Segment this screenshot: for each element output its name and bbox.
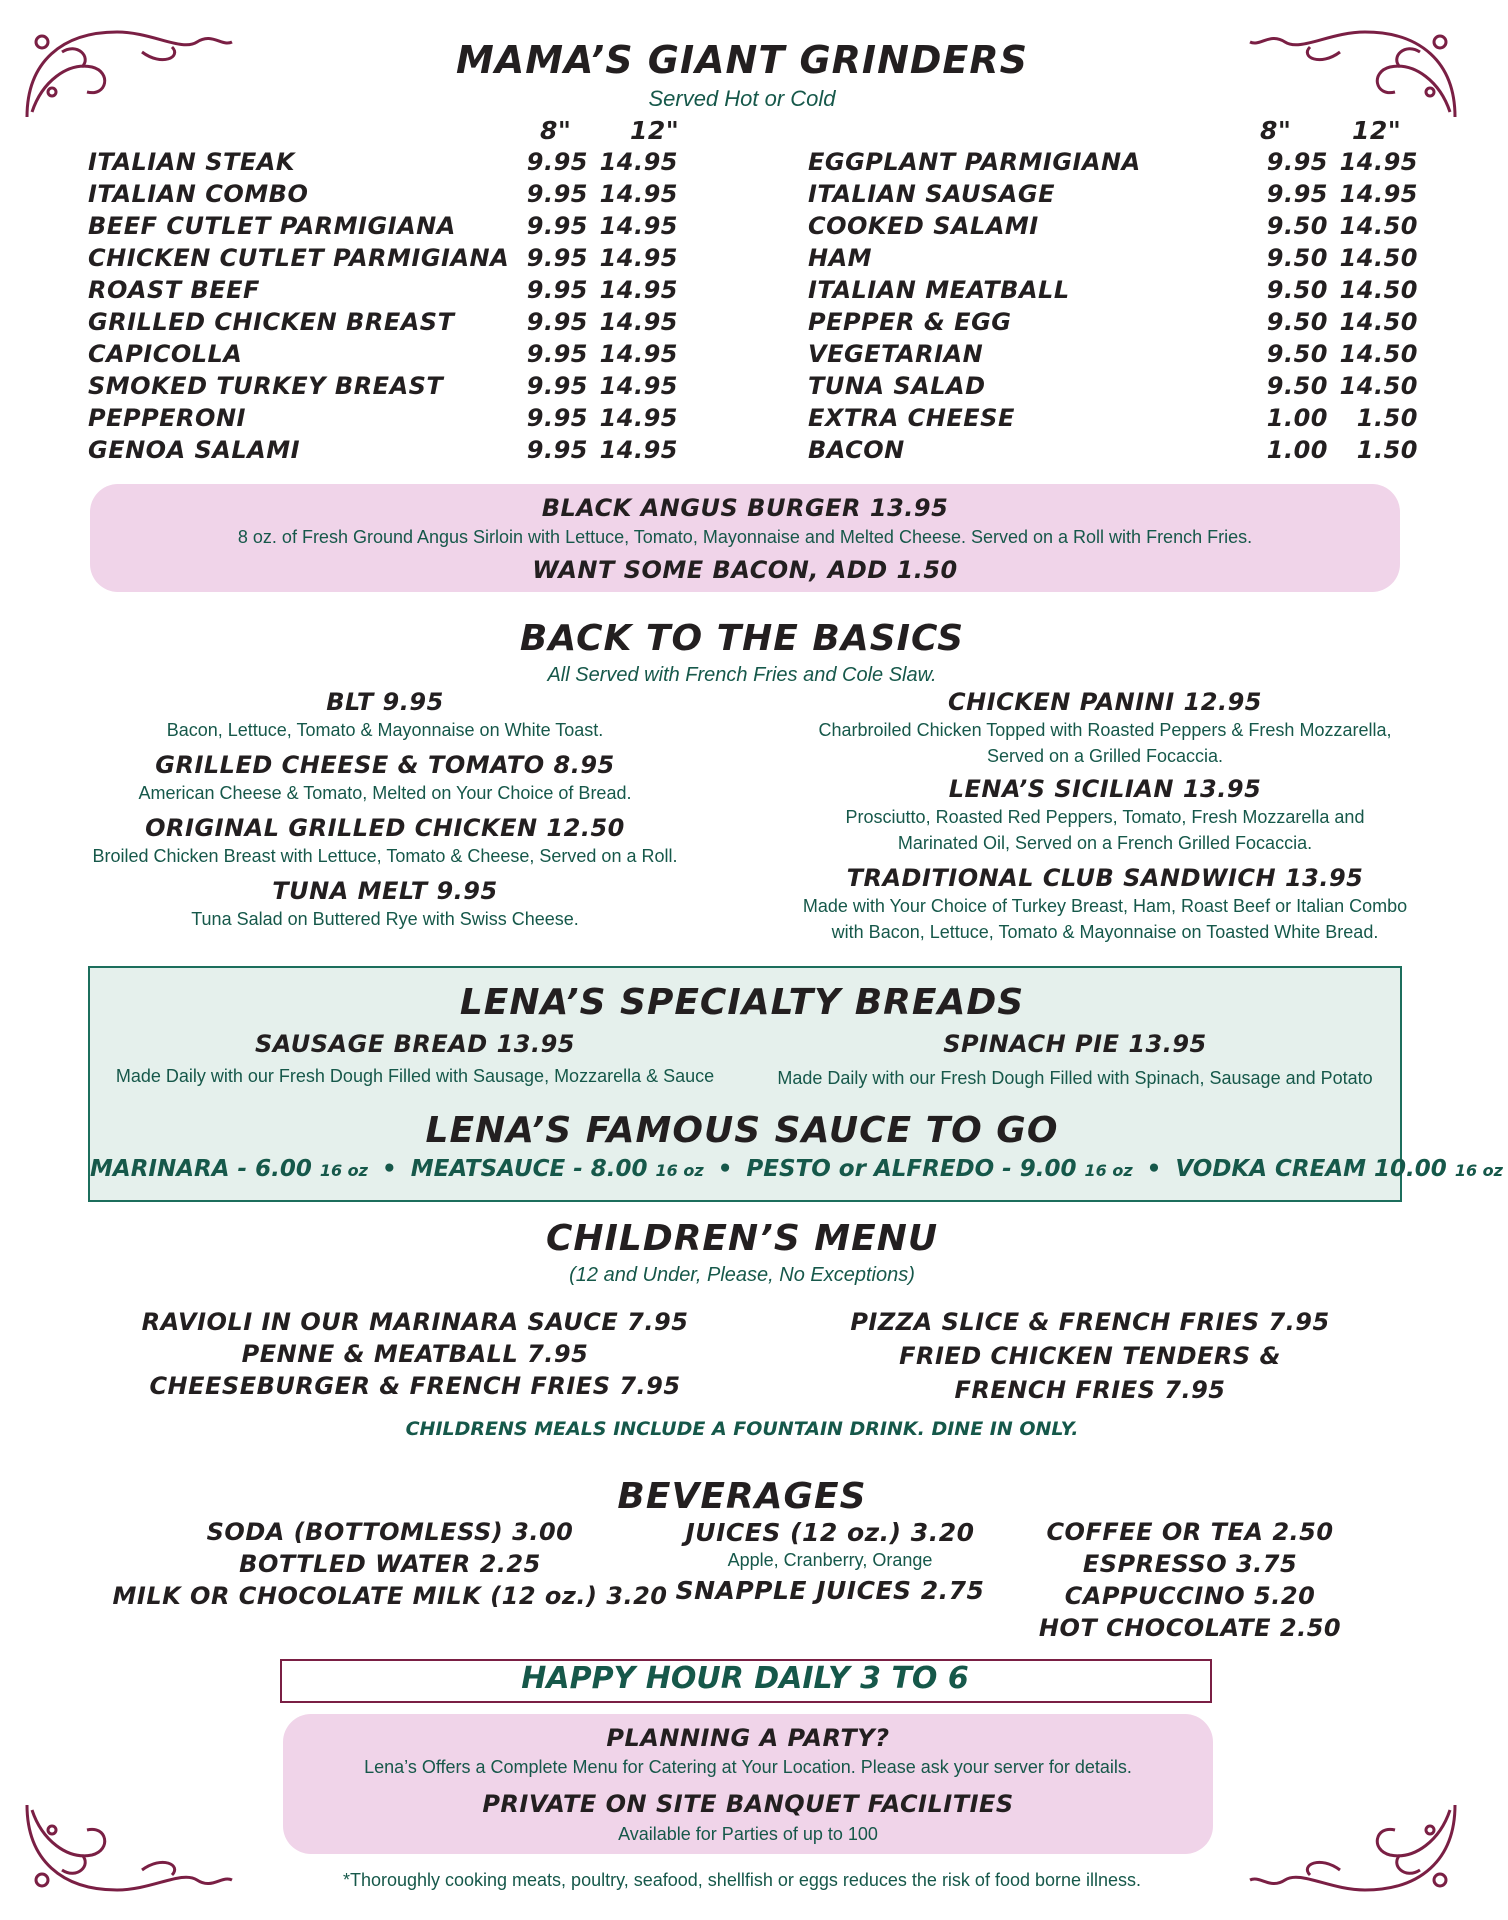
footnote: *Thoroughly cooking meats, poultry, seafood, shellfish or eggs reduces the risk of food borne illness.	[342, 1870, 1142, 1890]
grinder-price-12: 14.50	[1339, 340, 1418, 368]
grinder-price-12: 14.95	[599, 436, 678, 464]
grinder-price-12: 1.50	[1356, 404, 1418, 432]
grinder-row	[808, 436, 1508, 468]
grinder-price-8: 9.95	[1266, 148, 1328, 176]
grinder-row	[88, 404, 788, 436]
burger-desc: 8 oz. of Fresh Ground Angus Sirloin with Lettuce, Tomato, Mayonnaise and Melted Cheese. Served on a Roll with French Fries.	[237, 527, 1253, 547]
size-header-8-left: 8"	[540, 116, 572, 145]
sauce-title: LENA’S FAMOUS SAUCE TO GO	[425, 1110, 1059, 1151]
spinach-pie-desc: Made Daily with our Fresh Dough Filled with Spinach, Sausage and Potato	[777, 1068, 1373, 1088]
grinder-price-8: 9.95	[526, 436, 588, 464]
basics-item-desc: with Bacon, Lettuce, Tomato & Mayonnaise on Toasted White Bread.	[831, 922, 1379, 942]
grinder-price-12: 14.95	[599, 404, 678, 432]
grinder-price-12: 14.50	[1339, 308, 1418, 336]
children-item: FRIED CHICKEN TENDERS &	[899, 1342, 1281, 1370]
basics-item-desc: Tuna Salad on Buttered Rye with Swiss Cheese.	[191, 909, 579, 929]
grinder-price-8: 9.95	[1266, 180, 1328, 208]
grinder-name: EGGPLANT PARMIGIANA	[808, 148, 1141, 176]
beverage-item: SODA (BOTTOMLESS) 3.00	[206, 1518, 574, 1546]
grinder-name: CHICKEN CUTLET PARMIGIANA	[88, 244, 510, 272]
grinder-price-8: 9.95	[526, 148, 588, 176]
grinder-price-8: 9.95	[526, 372, 588, 400]
grinder-name: ITALIAN COMBO	[88, 180, 309, 208]
children-title: CHILDREN’S MENU	[545, 1218, 939, 1259]
size-header-8-right: 8"	[1260, 116, 1292, 145]
children-item: PIZZA SLICE & FRENCH FRIES 7.95	[850, 1308, 1330, 1336]
grinder-name: BEEF CUTLET PARMIGIANA	[88, 212, 456, 240]
beverage-item: COFFEE OR TEA 2.50	[1046, 1518, 1334, 1546]
children-item: CHEESEBURGER & FRENCH FRIES 7.95	[149, 1372, 681, 1400]
juices-desc: Apple, Cranberry, Orange	[727, 1550, 933, 1570]
grinder-row	[88, 276, 788, 308]
grinder-row	[88, 148, 788, 180]
grinder-price-8: 9.50	[1266, 212, 1328, 240]
breads-title: LENA’S SPECIALTY BREADS	[459, 982, 1025, 1023]
grinder-name: PEPPERONI	[88, 404, 246, 432]
grinder-name: ROAST BEEF	[88, 276, 260, 304]
grinder-price-8: 9.95	[526, 404, 588, 432]
children-item: PENNE & MEATBALL 7.95	[241, 1340, 589, 1368]
grinder-price-12: 14.95	[599, 276, 678, 304]
grinder-row	[808, 372, 1508, 404]
basics-item-desc: Charbroiled Chicken Topped with Roasted Peppers & Fresh Mozzarella,	[818, 720, 1392, 740]
bullet: •	[1146, 1156, 1162, 1182]
grinder-name: SMOKED TURKEY BREAST	[88, 372, 444, 400]
grinder-name: ITALIAN STEAK	[88, 148, 295, 176]
grinder-price-8: 1.00	[1266, 436, 1328, 464]
grinder-row	[88, 308, 788, 340]
basics-item-name: LENA’S SICILIAN 13.95	[948, 775, 1262, 803]
grinder-price-8: 9.95	[526, 308, 588, 336]
children-item: RAVIOLI IN OUR MARINARA SAUCE 7.95	[141, 1308, 689, 1336]
grinder-price-12: 14.95	[599, 244, 678, 272]
children-item: FRENCH FRIES 7.95	[954, 1376, 1226, 1404]
basics-item-desc: Bacon, Lettuce, Tomato & Mayonnaise on White Toast.	[166, 720, 604, 740]
grinder-name: GENOA SALAMI	[88, 436, 301, 464]
grinder-price-12: 14.50	[1339, 212, 1418, 240]
grinder-row	[88, 372, 788, 404]
basics-item-name: GRILLED CHEESE & TOMATO 8.95	[155, 751, 615, 779]
basics-item-name: TUNA MELT 9.95	[272, 877, 498, 905]
grinder-price-12: 14.95	[599, 372, 678, 400]
grinder-row	[88, 340, 788, 372]
grinder-row	[808, 212, 1508, 244]
grinder-price-8: 9.50	[1266, 372, 1328, 400]
sauce-marinara: MARINARA - 6.00 16 oz	[90, 1156, 368, 1182]
grinder-price-12: 14.95	[599, 340, 678, 368]
beverage-item: HOT CHOCOLATE 2.50	[1038, 1614, 1342, 1642]
grinders-title: MAMA’S GIANT GRINDERS	[456, 38, 1028, 82]
grinder-row	[88, 244, 788, 276]
beverage-item: MILK OR CHOCOLATE MILK (12 oz.) 3.20	[112, 1582, 668, 1610]
grinder-row	[808, 180, 1508, 212]
grinder-name: BACON	[808, 436, 905, 464]
grinder-price-12: 14.95	[599, 148, 678, 176]
bullet: •	[382, 1156, 397, 1182]
grinder-price-8: 9.95	[526, 276, 588, 304]
grinder-name: CAPICOLLA	[88, 340, 243, 368]
grinder-price-8: 9.50	[1266, 244, 1328, 272]
sauce-list	[90, 1156, 1503, 1182]
basics-title: BACK TO THE BASICS	[519, 618, 965, 659]
grinder-name: TUNA SALAD	[808, 372, 986, 400]
grinder-name: VEGETARIAN	[808, 340, 984, 368]
basics-subtitle: All Served with French Fries and Cole Slaw.	[547, 664, 937, 686]
size-header-12-right: 12"	[1352, 116, 1402, 145]
beverage-item: CAPPUCCINO 5.20	[1064, 1582, 1316, 1610]
spinach-pie-name: SPINACH PIE 13.95	[943, 1030, 1207, 1058]
sausage-bread-desc: Made Daily with our Fresh Dough Filled with Sausage, Mozzarella & Sauce	[115, 1066, 715, 1086]
basics-item-name: TRADITIONAL CLUB SANDWICH 13.95	[846, 864, 1364, 892]
grinder-price-12: 14.95	[599, 212, 678, 240]
banquet-title: PRIVATE ON SITE BANQUET FACILITIES	[482, 1790, 1014, 1818]
grinder-price-12: 14.95	[1339, 148, 1418, 176]
grinder-price-8: 9.50	[1266, 276, 1328, 304]
sauce-meatsauce: MEATSAUCE - 8.00 16 oz	[410, 1156, 704, 1182]
grinder-price-12: 14.95	[599, 308, 678, 336]
grinder-price-12: 14.95	[1339, 180, 1418, 208]
grinder-price-12: 14.50	[1339, 276, 1418, 304]
grinder-name: HAM	[808, 244, 873, 272]
bullet: •	[717, 1156, 733, 1182]
grinder-price-8: 9.50	[1266, 340, 1328, 368]
beverage-item: ESPRESSO 3.75	[1082, 1550, 1298, 1578]
grinder-row	[808, 244, 1508, 276]
party-desc: Lena’s Offers a Complete Menu for Catering at Your Location. Please ask your server for details.	[364, 1757, 1132, 1777]
grinder-price-8: 9.50	[1266, 308, 1328, 336]
grinder-price-8: 9.95	[526, 244, 588, 272]
sauce-vodka-cream: VODKA CREAM 10.00 16 oz	[1175, 1156, 1503, 1182]
grinder-row	[808, 276, 1508, 308]
grinder-price-8: 9.95	[526, 212, 588, 240]
grinder-row	[88, 180, 788, 212]
grinder-row	[808, 340, 1508, 372]
basics-item-desc: Served on a Grilled Focaccia.	[986, 746, 1224, 766]
grinder-name: PEPPER & EGG	[808, 308, 1012, 336]
grinder-name: COOKED SALAMI	[808, 212, 1039, 240]
grinder-name: ITALIAN SAUSAGE	[808, 180, 1055, 208]
grinder-name: GRILLED CHICKEN BREAST	[88, 308, 455, 336]
banquet-desc: Available for Parties of up to 100	[618, 1824, 878, 1844]
grinder-price-8: 9.95	[526, 340, 588, 368]
happy-hour-text: HAPPY HOUR DAILY 3 TO 6	[521, 1661, 969, 1696]
grinder-price-12: 14.50	[1339, 372, 1418, 400]
basics-item-desc: Marinated Oil, Served on a French Grilled Focaccia.	[897, 833, 1313, 853]
size-header-12-left: 12"	[630, 116, 680, 145]
basics-item-desc: Prosciutto, Roasted Red Peppers, Tomato, Fresh Mozzarella and	[845, 807, 1365, 827]
grinder-row	[808, 404, 1508, 436]
sauce-pesto-alfredo: PESTO or ALFREDO - 9.00 16 oz	[746, 1156, 1133, 1182]
beverage-item: BOTTLED WATER 2.25	[239, 1550, 541, 1578]
basics-item-desc: American Cheese & Tomato, Melted on Your Choice of Bread.	[138, 783, 632, 803]
basics-item-name: ORIGINAL GRILLED CHICKEN 12.50	[145, 814, 625, 842]
grinder-price-12: 14.50	[1339, 244, 1418, 272]
children-subtitle: (12 and Under, Please, No Exceptions)	[569, 1264, 915, 1286]
grinder-row	[88, 436, 788, 468]
snapple-item: SNAPPLE JUICES 2.75	[675, 1576, 985, 1605]
basics-item-name: BLT 9.95	[326, 688, 444, 716]
children-note: CHILDRENS MEALS INCLUDE A FOUNTAIN DRINK. DINE IN ONLY.	[405, 1418, 1079, 1440]
juices-item: JUICES (12 oz.) 3.20	[685, 1518, 975, 1547]
grinder-price-12: 14.95	[599, 180, 678, 208]
grinder-row	[808, 148, 1508, 180]
burger-addon: WANT SOME BACON, ADD 1.50	[532, 556, 958, 584]
grinders-subtitle: Served Hot or Cold	[648, 86, 836, 111]
sausage-bread-name: SAUSAGE BREAD 13.95	[254, 1030, 575, 1058]
grinder-name: ITALIAN MEATBALL	[808, 276, 1070, 304]
grinder-price-8: 9.95	[526, 180, 588, 208]
burger-title: BLACK ANGUS BURGER 13.95	[541, 494, 949, 522]
grinder-price-8: 1.00	[1266, 404, 1328, 432]
basics-item-name: CHICKEN PANINI 12.95	[948, 688, 1262, 716]
grinder-row	[88, 212, 788, 244]
grinder-row	[808, 308, 1508, 340]
grinder-name: EXTRA CHEESE	[808, 404, 1015, 432]
grinder-price-12: 1.50	[1356, 436, 1418, 464]
party-title: PLANNING A PARTY?	[606, 1724, 890, 1752]
beverages-title: BEVERAGES	[617, 1476, 867, 1517]
basics-item-desc: Broiled Chicken Breast with Lettuce, Tomato & Cheese, Served on a Roll.	[92, 846, 678, 866]
basics-item-desc: Made with Your Choice of Turkey Breast, Ham, Roast Beef or Italian Combo	[802, 896, 1408, 916]
